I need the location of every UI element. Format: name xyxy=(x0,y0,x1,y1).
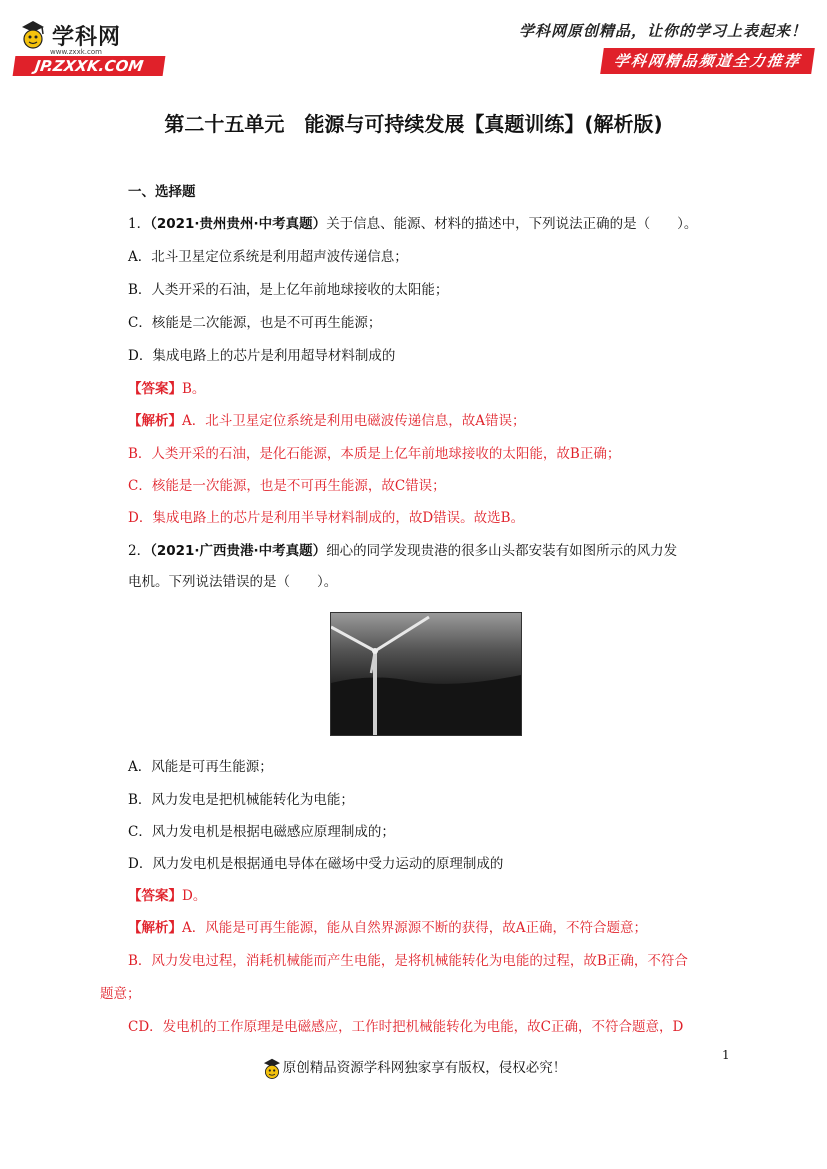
answer-value: D。 xyxy=(182,888,207,904)
option-a: A．北斗卫星定位系统是利用超声波传递信息； xyxy=(128,249,408,265)
question-stem-cont: 电机。下列说法错误的是（ ）。 xyxy=(128,574,338,590)
answer-value: B。 xyxy=(182,381,206,397)
answer xyxy=(128,886,738,906)
mascot-icon xyxy=(18,19,48,51)
answer xyxy=(128,379,738,399)
question-stem: 关于信息、能源、材料的描述中，下列说法正确的是（ ）。 xyxy=(326,216,698,232)
analysis-line xyxy=(128,918,738,938)
logo-name: 学科网 xyxy=(52,24,122,50)
analysis-line xyxy=(128,411,738,431)
page-title: 第二十五单元 能源与可持续发展【真题训练】(解析版) xyxy=(164,112,663,136)
question-stem: 细心的同学发现贵港的很多山头都安装有如图所示的风力发 xyxy=(326,543,678,559)
footer-copyright xyxy=(0,1056,827,1081)
analysis-line: 题意； xyxy=(100,986,141,1002)
analysis-tag: 【解析】 xyxy=(128,920,182,936)
option-c: C．核能是二次能源，也是不可再生能源； xyxy=(128,315,382,331)
analysis-line: B．风力发电过程，消耗机械能而产生电能，是将机械能转化为电能的过程，故B正确，不符合 xyxy=(128,953,688,969)
option-a: A．风能是可再生能源； xyxy=(128,759,273,775)
analysis-tag: 【解析】 xyxy=(128,413,182,429)
question-number: 2． xyxy=(128,543,151,559)
page-number: 1 xyxy=(722,1048,730,1062)
wind-turbine-photo xyxy=(330,612,522,736)
answer-tag: 【答案】 xyxy=(128,888,182,904)
logo[interactable] xyxy=(14,18,166,76)
analysis-line: D．集成电路上的芯片是利用半导材料制成的，故D错误。故选B。 xyxy=(128,510,525,526)
option-d: D．风力发电机是根据通电导体在磁场中受力运动的原理制成的 xyxy=(128,856,504,872)
analysis-text: A．风能是可再生能源，能从自然界源源不断的获得，故A正确，不符合题意； xyxy=(182,920,647,936)
header-slogan: 学科网原创精品，让你的学习上表起来！ xyxy=(518,22,807,40)
copyright-text: 原创精品资源学科网独家享有版权，侵权必究！ xyxy=(282,1060,567,1076)
analysis-line: CD．发电机的工作原理是电磁感应，工作时把机械能转化为电能，故C正确，不符合题意，D xyxy=(128,1019,684,1035)
logo-url-small: www.zxxk.com xyxy=(50,48,102,56)
analysis-line: B．人类开采的石油，是化石能源，本质是上亿年前地球接收的太阳能，故B正确； xyxy=(128,446,621,462)
question-source: （2021·广西贵港·中考真题） xyxy=(150,543,327,559)
question-2 xyxy=(128,541,738,561)
wind-turbine-icon xyxy=(331,613,521,735)
option-b: B．风力发电是把机械能转化为电能； xyxy=(128,792,354,808)
channel-banner: 学科网精品频道全力推荐 xyxy=(600,48,815,74)
question-number: 1． xyxy=(128,216,151,232)
section-heading: 一、选择题 xyxy=(128,184,196,200)
option-d: D．集成电路上的芯片是利用超导材料制成的 xyxy=(128,348,396,364)
analysis-line: C．核能是一次能源，也是不可再生能源，故C错误； xyxy=(128,478,446,494)
question-source: （2021·贵州贵州·中考真题） xyxy=(150,216,327,232)
mascot-icon xyxy=(261,1057,283,1081)
analysis-text: A．北斗卫星定位系统是利用电磁波传递信息，故A错误； xyxy=(182,413,526,429)
logo-url-banner: JP.ZXXK.COM xyxy=(13,56,166,76)
question-1 xyxy=(128,214,738,234)
answer-tag: 【答案】 xyxy=(128,381,182,397)
option-b: B．人类开采的石油，是上亿年前地球接收的太阳能； xyxy=(128,282,449,298)
option-c: C．风力发电机是根据电磁感应原理制成的； xyxy=(128,824,395,840)
